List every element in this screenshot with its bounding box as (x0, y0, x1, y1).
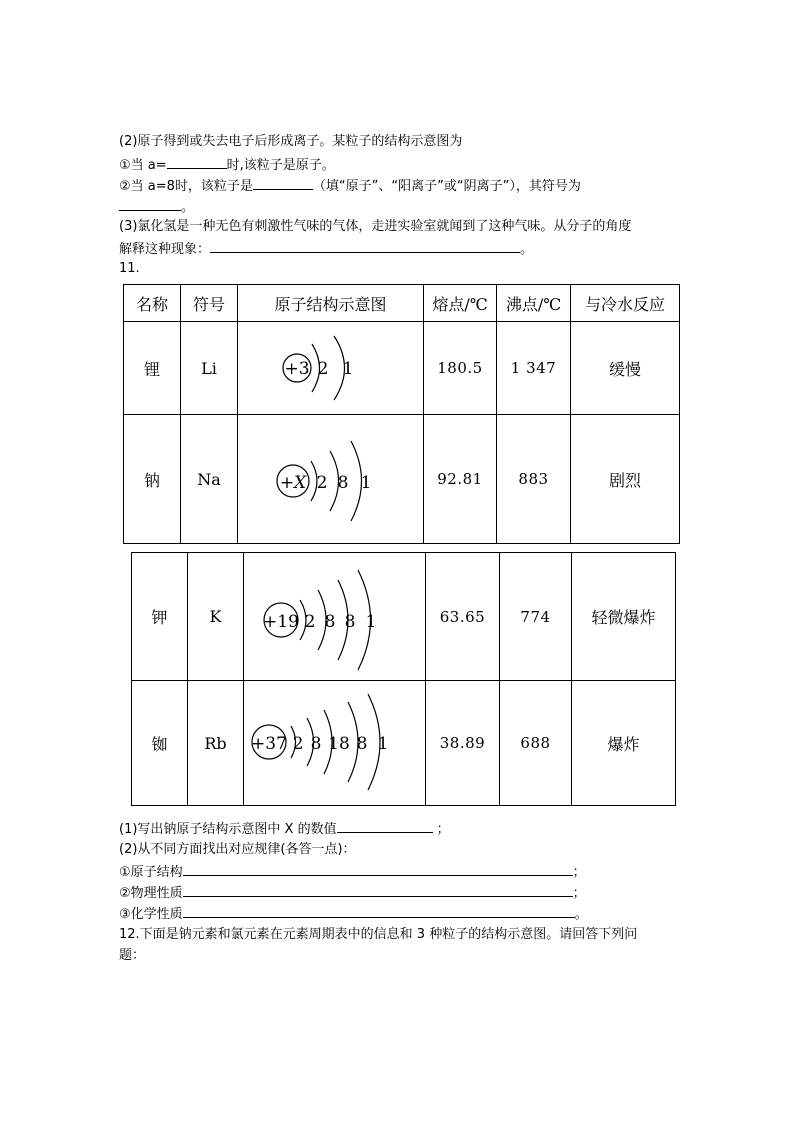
cell-melting-point: 92.81 (424, 415, 497, 544)
answer-blank[interactable] (337, 819, 433, 833)
nucleus-label: +37 (250, 734, 287, 754)
answer-blank[interactable] (183, 862, 573, 876)
shell-electron-count: 1 (360, 473, 371, 493)
cell-symbol: K (188, 553, 244, 681)
shell-electron-count: 8 (337, 473, 348, 493)
cell-reaction: 缓慢 (571, 322, 680, 415)
table-row (124, 322, 680, 415)
nucleus-label: +19 (262, 611, 299, 632)
shell-electron-count: 2 (304, 611, 315, 632)
header-boiling-point: 沸点/℃ (497, 285, 571, 322)
atomic-structure-diagram-k (246, 562, 424, 672)
q11-answer-structure (119, 862, 586, 882)
cell-structure (244, 553, 426, 681)
header-symbol: 符号 (181, 285, 238, 322)
q10-item1-prefix: ①当 a= (119, 158, 167, 173)
cell-name: 锂 (124, 322, 181, 415)
shell-electron-count: 2 (292, 734, 303, 754)
answer-blank[interactable] (183, 883, 573, 897)
q10-part3-prefix: 解释这种现象： (119, 242, 211, 257)
atomic-structure-diagram-li (241, 330, 421, 406)
shell-electron-count: 2 (317, 359, 328, 379)
q10-part3-end: 。 (520, 242, 534, 257)
atomic-structure-diagram-na (241, 429, 421, 529)
cell-melting-point: 63.65 (426, 553, 500, 681)
q11-answer-chemical-end: 。 (574, 907, 588, 922)
q11-answer-physical (119, 883, 586, 903)
q10-item2-prefix: ②当 a=8时，该粒子是 (119, 179, 253, 194)
cell-name: 钾 (132, 553, 188, 681)
shell-electron-count: 8 (344, 611, 355, 632)
q11-answer-chemical-label: ③化学性质 (119, 907, 183, 922)
cell-symbol: Rb (188, 681, 244, 806)
cell-structure (238, 322, 424, 415)
shell-electron-count: 1 (342, 359, 353, 379)
cell-melting-point: 38.89 (426, 681, 500, 806)
q11-number: 11. (119, 261, 140, 276)
answer-blank[interactable] (183, 904, 575, 918)
cell-melting-point: 180.5 (424, 322, 497, 415)
q10-item2-end: 。 (181, 200, 195, 215)
cell-structure (238, 415, 424, 544)
cell-name: 铷 (132, 681, 188, 806)
cell-symbol: Na (181, 415, 238, 544)
table-row (132, 553, 676, 681)
cell-reaction: 爆炸 (572, 681, 676, 806)
cell-boiling-point: 774 (500, 553, 572, 681)
cell-structure (244, 681, 426, 806)
alkali-metal-table-part1 (123, 284, 680, 544)
table-row (124, 415, 680, 544)
cell-boiling-point: 1 347 (497, 322, 571, 415)
cell-name: 钠 (124, 415, 181, 544)
table-row (132, 681, 676, 806)
q11-sub1-prefix: (1)写出钠原子结构示意图中 X 的数值 (119, 822, 337, 837)
shell-electron-count: 8 (324, 611, 335, 632)
q10-item1-suffix: 时,该粒子是原子。 (226, 158, 335, 173)
q10-part2-intro: (2)原子得到或失去电子后形成离子。某粒子的结构示意图为 (119, 134, 463, 149)
cell-reaction: 轻微爆炸 (572, 553, 676, 681)
q10-part3-line2 (119, 239, 533, 259)
q10-item2 (119, 176, 581, 196)
q10-item2-symbol-line (119, 197, 194, 217)
answer-blank[interactable] (119, 197, 181, 211)
shell-electron-count: 2 (316, 473, 327, 493)
q12-line1: 12.下面是钠元素和氯元素在元素周期表中的信息和 3 种粒子的结构示意图。请回答下列问 (119, 927, 638, 942)
q11-sub1-end: ； (436, 822, 450, 837)
shell-electron-count: 8 (310, 734, 321, 754)
q12-line2: 题： (119, 948, 146, 963)
q11-answer-structure-end: ； (572, 865, 586, 880)
shell-electron-count: 1 (365, 611, 376, 632)
shell-electron-count: 1 (377, 734, 388, 754)
cell-symbol: Li (181, 322, 238, 415)
header-structure: 原子结构示意图 (238, 285, 424, 322)
shell-electron-count: 18 (327, 734, 350, 754)
answer-blank[interactable] (167, 155, 227, 169)
q11-answer-physical-label: ②物理性质 (119, 886, 183, 901)
q10-item1 (119, 155, 335, 175)
header-name: 名称 (124, 285, 181, 322)
nucleus-label: +3 (283, 359, 310, 379)
q10-item2-suffix: （填“原子”、“阳离子”或“阴离子”），其符号为 (312, 179, 581, 194)
cell-reaction: 剧烈 (571, 415, 680, 544)
q11-sub1 (119, 819, 450, 839)
shell-electron-count: 8 (356, 734, 367, 754)
header-reaction: 与冷水反应 (571, 285, 680, 322)
answer-blank[interactable] (210, 239, 520, 253)
cell-boiling-point: 883 (497, 415, 571, 544)
cell-boiling-point: 688 (500, 681, 572, 806)
q11-sub2: (2)从不同方面找出对应规律(各答一点)： (119, 842, 356, 857)
nucleus-label: +X (279, 473, 306, 493)
answer-blank[interactable] (253, 176, 313, 190)
atomic-structure-diagram-rb (246, 688, 424, 798)
q11-answer-chemical (119, 904, 588, 924)
q10-part3-line1: (3)氯化氢是一种无色有刺激性气味的气体，走进实验室就闻到了这种气味。从分子的角度 (119, 219, 632, 234)
q11-answer-physical-end: ； (572, 886, 586, 901)
q11-answer-structure-label: ①原子结构 (119, 865, 183, 880)
alkali-metal-table-part2 (131, 552, 676, 806)
table-header-row (124, 285, 680, 322)
header-melting-point: 熔点/℃ (424, 285, 497, 322)
